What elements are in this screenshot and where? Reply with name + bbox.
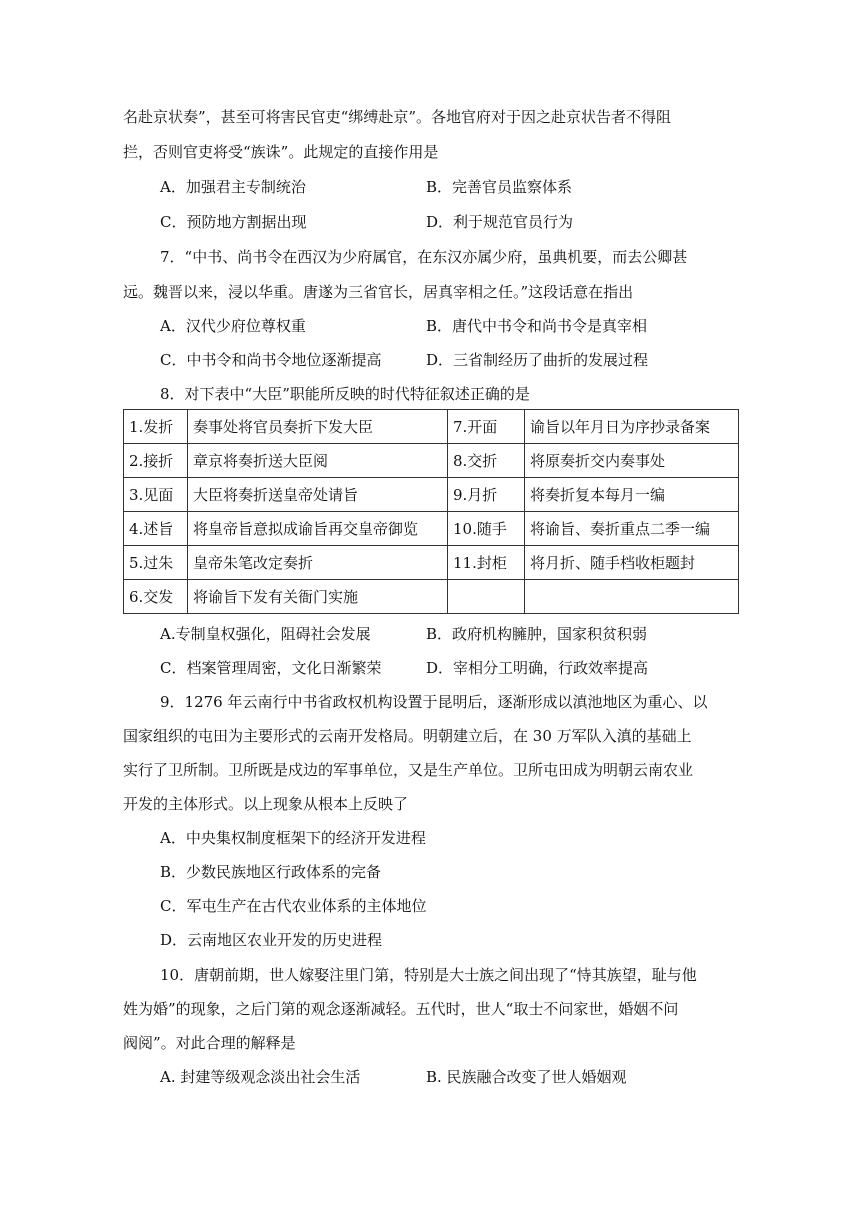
- table-cell-term: 8.交折: [448, 444, 525, 478]
- table-row: [124, 410, 739, 444]
- table-row: [124, 580, 739, 614]
- table-cell-duty: 将月折、随手档收柜题封: [525, 546, 739, 580]
- q10-stem-line-1: 10．唐朝前期，世人嫁娶注里门第，特别是大士族之间出现了“恃其族望，耻与他: [160, 966, 697, 984]
- q9-option-c[interactable]: C．军屯生产在古代农业体系的主体地位: [160, 897, 427, 915]
- q10-stem-line-3: 阀阅”。对此合理的解释是: [123, 1034, 296, 1052]
- q9-option-b[interactable]: B．少数民族地区行政体系的完备: [160, 863, 382, 881]
- q9-stem-line-3: 实行了卫所制。卫所既是戍边的军事单位，又是生产单位。卫所屯田成为明朝云南农业: [123, 761, 694, 779]
- table-row: [124, 546, 739, 580]
- q6-option-d[interactable]: D．利于规范官员行为: [426, 213, 574, 231]
- table-cell-duty: 章京将奏折送大臣阅: [188, 444, 448, 478]
- table-cell-duty: 将奏折复本每月一编: [525, 478, 739, 512]
- q7-stem-line-1: 7．“中书、尚书令在西汉为少府属官，在东汉亦属少府，虽典机要，而去公卿甚: [160, 248, 688, 266]
- q9-option-d[interactable]: D．云南地区农业开发的历史进程: [160, 931, 383, 949]
- q6-option-b[interactable]: B．完善官员监察体系: [426, 178, 573, 196]
- q6-option-c[interactable]: C．预防地方割据出现: [160, 213, 307, 231]
- table-cell-term: 6.交发: [124, 580, 188, 614]
- q7-option-c[interactable]: C．中书令和尚书令地位逐渐提高: [160, 351, 382, 369]
- table-row: [124, 512, 739, 546]
- table-cell-duty: 将谕旨、奏折重点二季一编: [525, 512, 739, 546]
- table-row: [124, 444, 739, 478]
- q9-stem-line-2: 国家组织的屯田为主要形式的云南开发格局。明朝建立后，在 30 万军队入滇的基础上: [123, 727, 692, 745]
- table-cell-term: 1.发折: [124, 410, 188, 444]
- q6-stem-line-1: 名赴京状奏”，甚至可将害民官吏“绑缚赴京”。各地官府对于因之赴京状告者不得阻: [123, 108, 672, 126]
- q7-option-b[interactable]: B．唐代中书令和尚书令是真宰相: [426, 317, 648, 335]
- q8-option-a[interactable]: A.专制皇权强化，阻碍社会发展: [160, 625, 371, 643]
- table-cell-term: 7.开面: [448, 410, 525, 444]
- table-cell-term: 3.见面: [124, 478, 188, 512]
- q8-duties-table: [123, 409, 739, 614]
- table-cell-duty: 谕旨以年月日为序抄录备案: [525, 410, 739, 444]
- table-cell-term: 2.接折: [124, 444, 188, 478]
- q9-stem-line-1: 9．1276 年云南行中书省政权机构设置于昆明后，逐渐形成以滇池地区为重心、以: [160, 693, 708, 711]
- table-cell-term: 9.月折: [448, 478, 525, 512]
- table-cell-duty: 奏事处将官员奏折下发大臣: [188, 410, 448, 444]
- q9-option-a[interactable]: A．中央集权制度框架下的经济开发进程: [160, 829, 426, 847]
- table-cell-duty: 皇帝朱笔改定奏折: [188, 546, 448, 580]
- table-cell-term: 11.封柜: [448, 546, 525, 580]
- table-cell-term: 5.过朱: [124, 546, 188, 580]
- table-cell-duty: [525, 580, 739, 614]
- q8-option-b[interactable]: B．政府机构臃肿，国家积贫积弱: [426, 625, 648, 643]
- q7-stem-line-2: 远。魏晋以来，浸以华重。唐遂为三省官长，居真宰相之任。”这段话意在指出: [123, 283, 634, 301]
- table-cell-duty: 将原奏折交内奏事处: [525, 444, 739, 478]
- table-cell-duty: 将谕旨下发有关衙门实施: [188, 580, 448, 614]
- q6-stem-line-2: 拦，否则官吏将受“族诛”。此规定的直接作用是: [123, 143, 439, 161]
- table-cell-term: 10.随手: [448, 512, 525, 546]
- table-cell-duty: 将皇帝旨意拟成谕旨再交皇帝御览: [188, 512, 448, 546]
- table-cell-duty: 大臣将奏折送皇帝处请旨: [188, 478, 448, 512]
- table-row: [124, 478, 739, 512]
- q10-stem-line-2: 姓为婚”的现象，之后门第的观念逐渐减轻。五代时，世人“取士不问家世，婚姻不问: [123, 1000, 679, 1018]
- table-cell-term: 4.述旨: [124, 512, 188, 546]
- q8-stem: 8．对下表中“大臣”职能所反映的时代特征叙述正确的是: [160, 385, 530, 403]
- q10-option-b[interactable]: B. 民族融合改变了世人婚姻观: [426, 1068, 627, 1086]
- table-cell-term: [448, 580, 525, 614]
- q7-option-d[interactable]: D．三省制经历了曲折的发展过程: [426, 351, 649, 369]
- q7-option-a[interactable]: A．汉代少府位尊权重: [160, 317, 306, 335]
- q8-option-c[interactable]: C．档案管理周密，文化日渐繁荣: [160, 659, 382, 677]
- q10-option-a[interactable]: A. 封建等级观念淡出社会生活: [160, 1068, 361, 1086]
- q8-option-d[interactable]: D．宰相分工明确，行政效率提高: [426, 659, 649, 677]
- q6-option-a[interactable]: A．加强君主专制统治: [160, 178, 306, 196]
- q9-stem-line-4: 开发的主体形式。以上现象从根本上反映了: [123, 795, 409, 813]
